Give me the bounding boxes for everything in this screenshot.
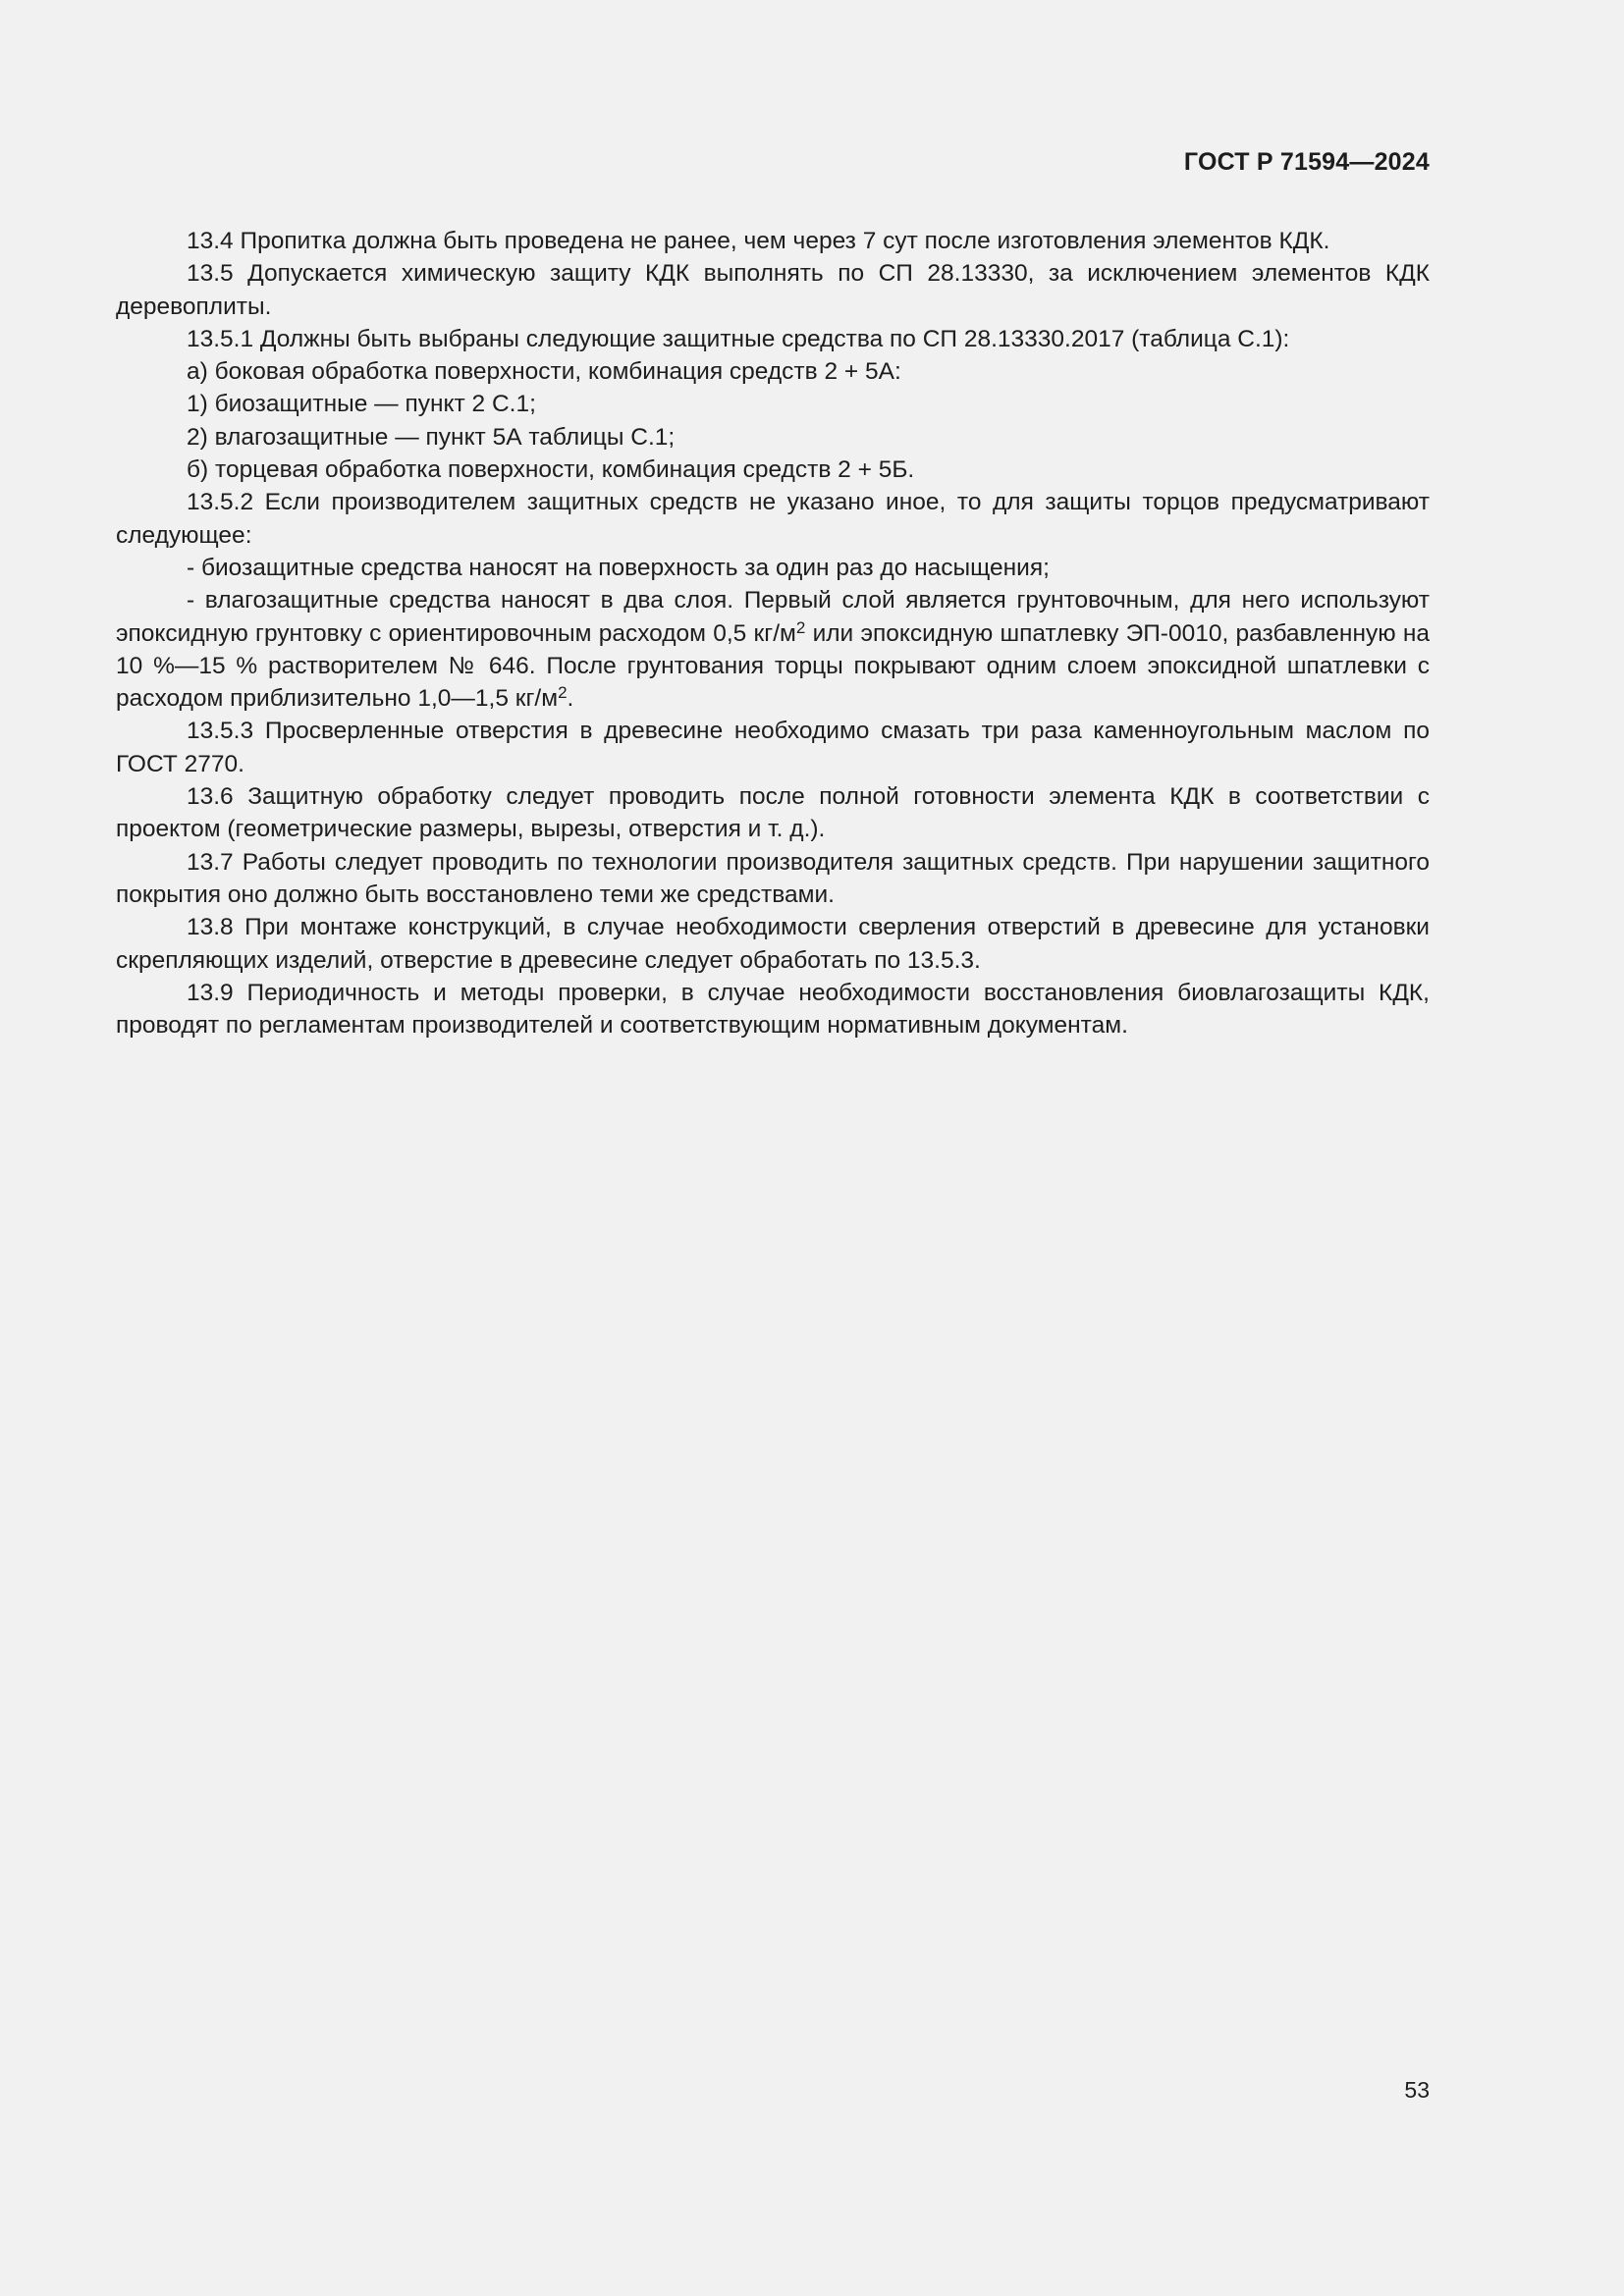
paragraph-13-6: 13.6 Защитную обработку следует проводить после полной готовности элемента КДК в соответствии с проектом (геометрические размеры, вырезы, отверстия и т. д.). — [116, 783, 1430, 843]
moisture-text-part-b: или эпоксидную шпатлевку ЭП-0010, разбавленную на 10 %—15 % растворителем № 646. После грунтования торцы покрывают одним слоем эпоксидной шпатлевки с расходом приблизительно 1,0—1,5 кг/м — [116, 619, 1430, 713]
paragraph-13-9: 13.9 Периодичность и методы проверки, в случае необходимости восстановления биовлагозащиты КДК, проводят по регламентам производителей и соответствующим нормативным документам. — [116, 979, 1430, 1040]
dash-item-bioprotective: - биозащитные средства наносят на поверхность за один раз до насыщения; — [187, 554, 1050, 581]
paragraph-13-5-2: 13.5.2 Если производителем защитных средств не указано иное, то для защиты торцов предусматривают следующее: — [116, 489, 1430, 549]
paragraph-13-5: 13.5 Допускается химическую защиту КДК выполнять по СП 28.13330, за исключением элементов КДК деревоплиты. — [116, 260, 1430, 320]
list-item-a: а) боковая обработка поверхности, комбинация средств 2 + 5А: — [187, 358, 901, 386]
list-item-1: 1) биозащитные — пункт 2 С.1; — [187, 391, 536, 418]
paragraph-13-5-1: 13.5.1 Должны быть выбраны следующие защитные средства по СП 28.13330.2017 (таблица С.1): — [187, 325, 1290, 352]
paragraph-13-8: 13.8 При монтаже конструкций, в случае необходимости сверления отверстий в древесине для установки скрепляющих изделий, отверстие в древесине следует обработать по 13.5.3. — [116, 914, 1430, 974]
document-header: ГОСТ Р 71594—2024 — [1183, 148, 1430, 176]
document-body — [116, 225, 1430, 1041]
moisture-text-part-a: - влагозащитные средства наносят в два слоя. Первый слой является грунтовочным, для него используют эпоксидную грунтовку с ориентировочным расходом 0,5 кг/м — [116, 587, 1430, 647]
paragraph-13-4: 13.4 Пропитка должна быть проведена не ранее, чем через 7 сут после изготовления элементов КДК. — [187, 228, 1330, 254]
moisture-text-part-c: . — [567, 685, 574, 713]
list-item-b: б) торцевая обработка поверхности, комбинация средств 2 + 5Б. — [187, 456, 915, 484]
list-item-2: 2) влагозащитные — пункт 5А таблицы С.1; — [187, 423, 676, 451]
superscript-squared: 2 — [558, 683, 568, 703]
page-number: 53 — [1404, 2077, 1430, 2103]
dash-item-moisture-protective — [116, 584, 1430, 715]
document-page — [116, 0, 1430, 2296]
paragraph-13-7: 13.7 Работы следует проводить по технологии производителя защитных средств. При нарушении защитного покрытия оно должно быть восстановлено теми же средствами. — [116, 848, 1430, 908]
superscript-squared: 2 — [795, 617, 806, 637]
paragraph-13-5-3: 13.5.3 Просверленные отверстия в древесине необходимо смазать три раза каменноугольным маслом по ГОСТ 2770. — [116, 718, 1430, 777]
